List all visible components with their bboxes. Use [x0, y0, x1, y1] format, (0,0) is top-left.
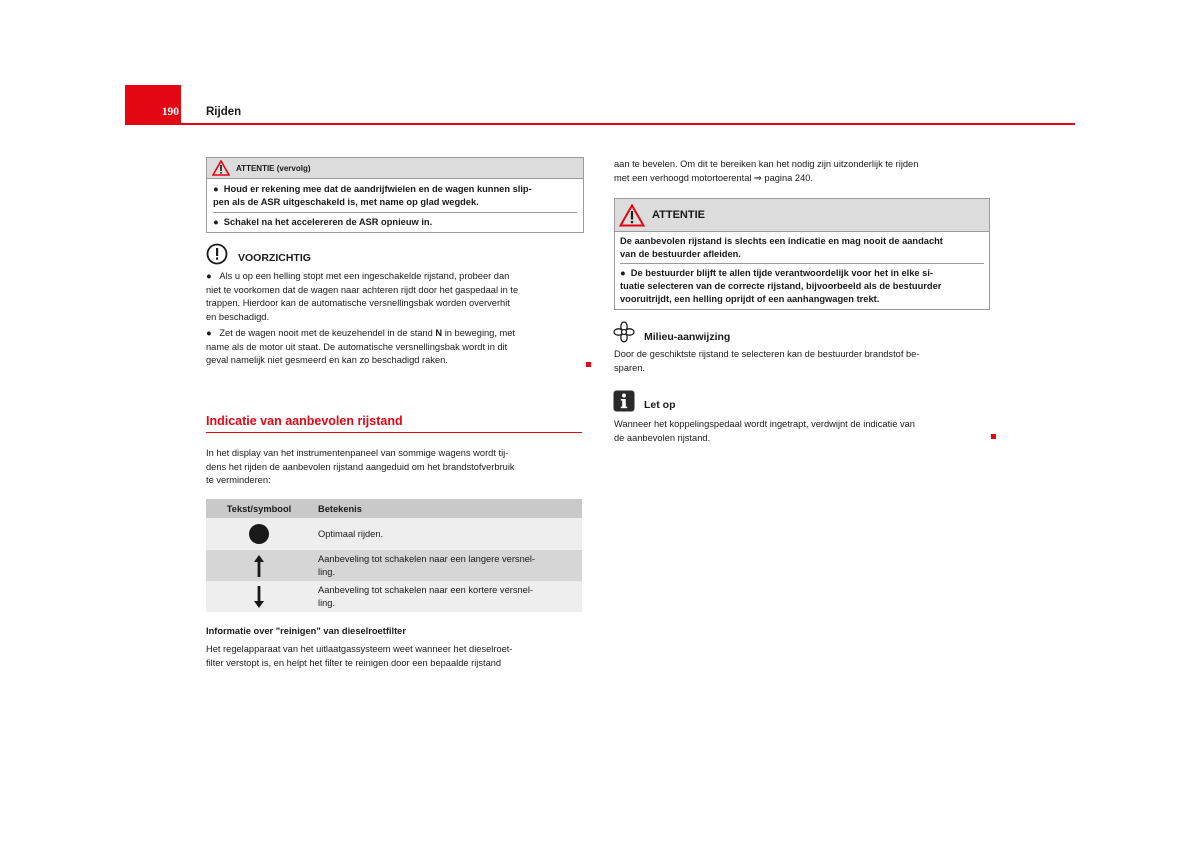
- text-line: In het display van het instrumentenpaneel van sommige wagens wordt tij-: [206, 448, 509, 458]
- chapter-title: Rijden: [206, 106, 242, 118]
- page-number: 190: [161, 106, 179, 118]
- page-number-tab: [125, 85, 181, 124]
- text-line: tuatie selecteren van de correcte rijstand, bijvoorbeeld als de bestuurder: [620, 281, 942, 291]
- bullet-icon: ●: [213, 217, 224, 227]
- table-cell-text: Aanbeveling tot schakelen naar een kortere versnel-: [318, 584, 533, 595]
- section-end-marker: [991, 434, 996, 439]
- table-header-row: [206, 499, 582, 518]
- table-row: [206, 581, 582, 612]
- attention-bullet: [615, 264, 989, 309]
- table-cell-text: ling.: [318, 566, 336, 577]
- note-title: Let op: [644, 399, 676, 411]
- text-line: in beweging, met: [442, 328, 516, 338]
- text-line: Wanneer het koppelingspedaal wordt ingetrapt, verdwijnt de indicatie van: [614, 419, 915, 429]
- caution-icon: [206, 243, 228, 265]
- attention-continued-bullet-2: [207, 213, 583, 232]
- text-line: Het regelapparaat van het uitlaatgassysteem weet wanneer het dieselroet-: [206, 644, 513, 654]
- text-line: Schakel na het accelereren de ASR opnieuw in.: [223, 217, 433, 227]
- table-row: [206, 518, 582, 550]
- caution-text: [206, 270, 586, 368]
- text-line: Houd er rekening mee dat de aandrijfwielen en de wagen kunnen slip-: [223, 184, 532, 194]
- table-header-symbol: Tekst/symbool: [206, 499, 312, 518]
- note-text: [614, 418, 994, 445]
- text-line: Als u op een helling stopt met een ingeschakelde rijstand, probeer dan: [219, 271, 510, 281]
- intro-text: [206, 447, 586, 488]
- caution-title: VOORZICHTIG: [238, 252, 311, 264]
- attention-continued-box: [206, 157, 584, 233]
- environment-title: Milieu-aanwijzing: [644, 331, 731, 343]
- text-line: te verminderen:: [206, 475, 271, 485]
- text-line: trappen. Hierdoor kan de automatische versnellingsbak worden oververhit: [206, 298, 510, 308]
- gear-indication-table: [206, 499, 582, 612]
- table-cell-text: Aanbeveling tot schakelen naar een langere versnel-: [318, 553, 536, 564]
- text-line: De bestuurder blijft te allen tijde verantwoordelijk voor het in elke si-: [630, 268, 934, 278]
- bullet-icon: ●: [213, 184, 224, 194]
- flower-environment-icon: [613, 321, 635, 343]
- table-cell-text: ling.: [318, 597, 336, 608]
- text-line: geval namelijk niet gesmeerd en kan zo beschadigd raken.: [206, 355, 448, 365]
- section-rule: [206, 432, 582, 433]
- bullet-icon: ●: [620, 268, 631, 278]
- bullet-icon: ●: [206, 328, 220, 338]
- text-line: filter verstopt is, en helpt het filter te reinigen door een bepaalde rijstand: [206, 657, 502, 668]
- arrow-up-icon: [253, 554, 265, 578]
- attention-header: [615, 199, 989, 232]
- filter-text: [206, 643, 586, 670]
- text-line: van de bestuurder afleiden.: [620, 249, 741, 259]
- text-line: niet te voorkomen dat de wagen naar achteren rijdt door het gaspedaal in te: [206, 284, 519, 295]
- attention-continued-header: [207, 158, 583, 179]
- warning-triangle-icon: [619, 204, 645, 227]
- subheading: Informatie over "reinigen" van dieselroetfilter: [206, 626, 406, 636]
- arrow-down-icon: [253, 585, 265, 609]
- text-line: vooruitrijdt, een helling oprijdt of een aanhangwagen trekt.: [620, 294, 880, 304]
- text-line: name als de motor uit staat. De automatische versnellingsbak wordt in dit: [206, 341, 508, 352]
- text-line: de aanbevolen rijstand.: [614, 432, 711, 443]
- attention-continued-bullet-1: [207, 179, 583, 212]
- text-line: aan te bevelen. Om dit te bereiken kan het nodig zijn uitzonderlijk te rijden: [614, 159, 919, 169]
- attention-box: [614, 198, 990, 310]
- text-line: Door de geschiktste rijstand te selecteren kan de bestuurder brandstof be-: [614, 349, 920, 359]
- attention-paragraph: [615, 232, 989, 263]
- continued-text: [614, 158, 994, 185]
- text-line: dens het rijden de aanbevolen rijstand aangeduid om het brandstofverbruik: [206, 461, 515, 472]
- text-line: sparen.: [614, 362, 646, 373]
- warning-triangle-icon: [212, 160, 230, 176]
- table-row: [206, 550, 582, 581]
- table-cell-text: Optimaal rijden.: [318, 528, 384, 539]
- filled-circle-icon: [248, 523, 270, 545]
- gear-position-n: N: [435, 328, 443, 338]
- section-title: Indicatie van aanbevolen rijstand: [206, 414, 403, 428]
- text-line: met een verhoogd motortoerental ⇒ pagina 240.: [614, 172, 814, 183]
- text-line: en beschadigd.: [206, 311, 270, 322]
- text-line: pen als de ASR uitgeschakeld is, met name op glad wegdek.: [213, 197, 479, 207]
- environment-text: [614, 348, 994, 375]
- info-icon: [613, 390, 635, 412]
- text-line: De aanbevolen rijstand is slechts een indicatie en mag nooit de aandacht: [620, 236, 943, 246]
- text-line: Zet de wagen nooit met de keuzehendel in de stand: [219, 328, 436, 338]
- section-end-marker: [586, 362, 591, 367]
- attention-continued-title: ATTENTIE (vervolg): [236, 163, 311, 173]
- bullet-icon: ●: [206, 271, 220, 281]
- header-rule: [125, 123, 1075, 125]
- attention-title: ATTENTIE: [652, 209, 705, 221]
- table-header-meaning: Betekenis: [312, 499, 582, 518]
